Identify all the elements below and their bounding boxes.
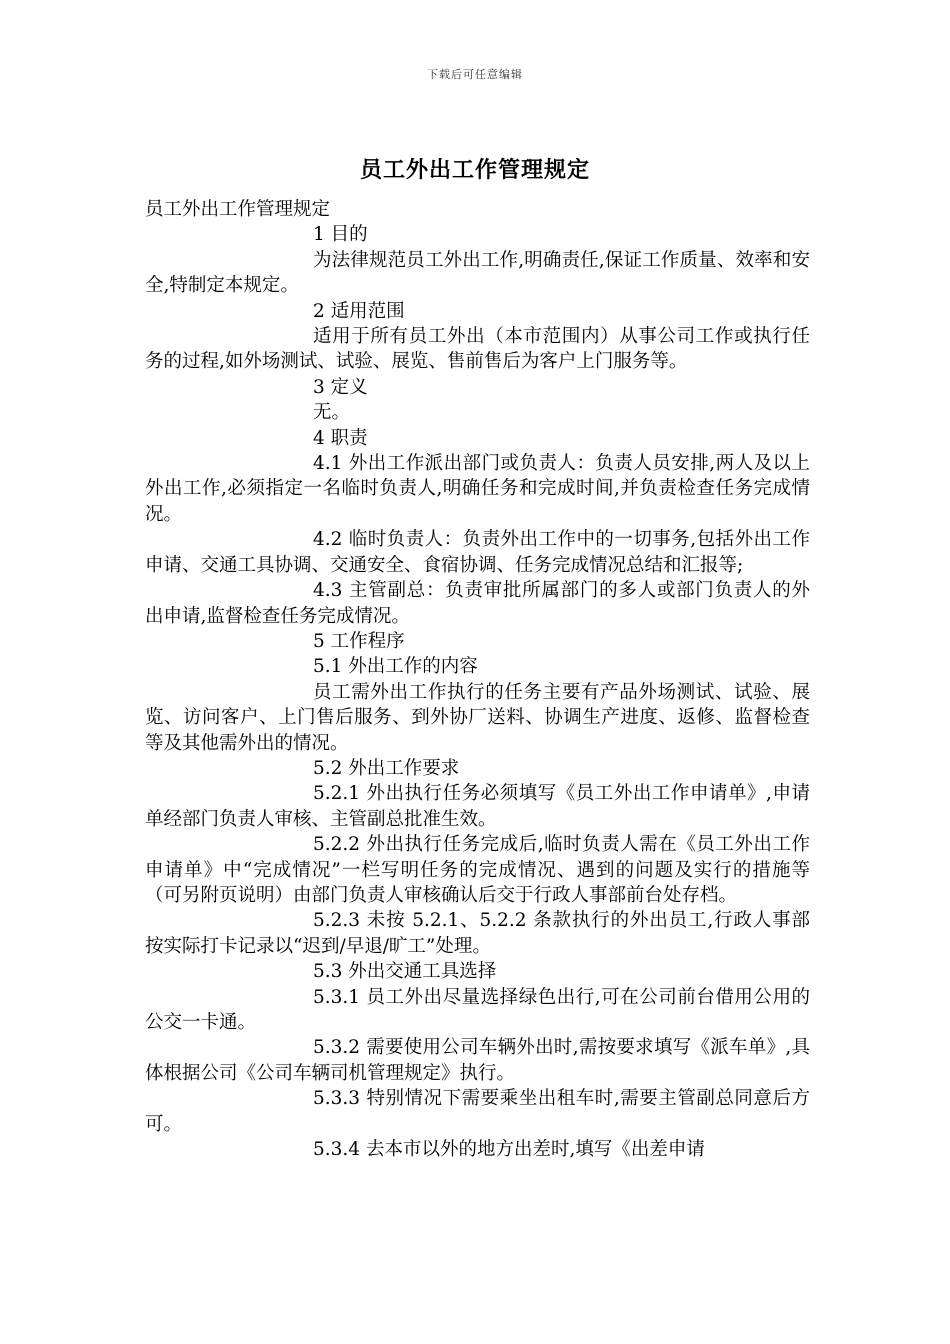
section-heading: 2 适用范围 [313, 300, 405, 322]
body-paragraph: 5.3.4 去本市以外的地方出差时,填写《出差申请 [313, 1139, 705, 1161]
subsection-heading: 5.1 外出工作的内容 [313, 656, 478, 678]
section-heading: 1 目的 [313, 224, 368, 246]
document-body [145, 197, 810, 1162]
body-paragraph: 4.3 主管副总：负责审批所属部门的多人或部门负责人的外出申请,监督检查任务完成情况。 [145, 580, 810, 627]
body-paragraph: 5.2.1 外出执行任务必须填写《员工外出工作申请单》,申请单经部门负责人审核、主管副总批准生效。 [145, 783, 810, 830]
section-heading: 4 职责 [313, 427, 368, 449]
body-paragraph: 4.2 临时负责人：负责外出工作中的一切事务,包括外出工作申请、交通工具协调、交通安全、食宿协调、任务完成情况总结和汇报等; [145, 529, 810, 576]
body-paragraph: 员工外出工作管理规定 [145, 199, 331, 220]
body-paragraph: 适用于所有员工外出（本市范围内）从事公司工作或执行任务的过程,如外场测试、试验、展览、售前售后为客户上门服务等。 [145, 326, 810, 373]
section-heading: 5 工作程序 [313, 630, 405, 652]
body-paragraph: 5.3.3 特别情况下需要乘坐出租车时,需要主管副总同意后方可。 [145, 1088, 810, 1135]
body-paragraph: 为法律规范员工外出工作,明确责任,保证工作质量、效率和安全,特制定本规定。 [145, 249, 810, 297]
body-paragraph: 5.2.3 未按 5.2.1、5.2.2 条款执行的外出员工,行政人事部按实际打卡记录以“迟到/早退/旷工”处理。 [145, 910, 810, 957]
subsection-heading: 5.3 外出交通工具选择 [313, 961, 497, 983]
body-paragraph: 无。 [313, 402, 351, 424]
body-paragraph: 4.1 外出工作派出部门或负责人：负责人员安排,两人及以上外出工作,必须指定一名临时负责人,明确任务和完成时间,并负责检查任务完成情况。 [145, 453, 810, 525]
document-title: 员工外出工作管理规定 [359, 157, 590, 183]
body-paragraph: 5.2.2 外出执行任务完成后,临时负责人需在《员工外出工作申请单》中“完成情况”一栏写明任务的完成情况、遇到的问题及实行的措施等（可另附页说明）由部门负责人审核确认后交于行政人事部前台处存档。 [145, 834, 810, 906]
header-note: 下载后可任意编辑 [427, 68, 523, 81]
subsection-heading: 5.2 外出工作要求 [313, 757, 460, 779]
body-paragraph: 5.3.1 员工外出尽量选择绿色出行,可在公司前台借用公用的公交一卡通。 [145, 986, 810, 1033]
section-heading: 3 定义 [313, 376, 368, 398]
body-paragraph: 5.3.2 需要使用公司车辆外出时,需按要求填写《派车单》,具体根据公司《公司车辆司机管理规定》执行。 [145, 1037, 810, 1084]
body-paragraph: 员工需外出工作执行的任务主要有产品外场测试、试验、展览、访问客户、上门售后服务、到外协厂送料、协调生产进度、返修、监督检查等及其他需外出的情况。 [145, 681, 810, 754]
